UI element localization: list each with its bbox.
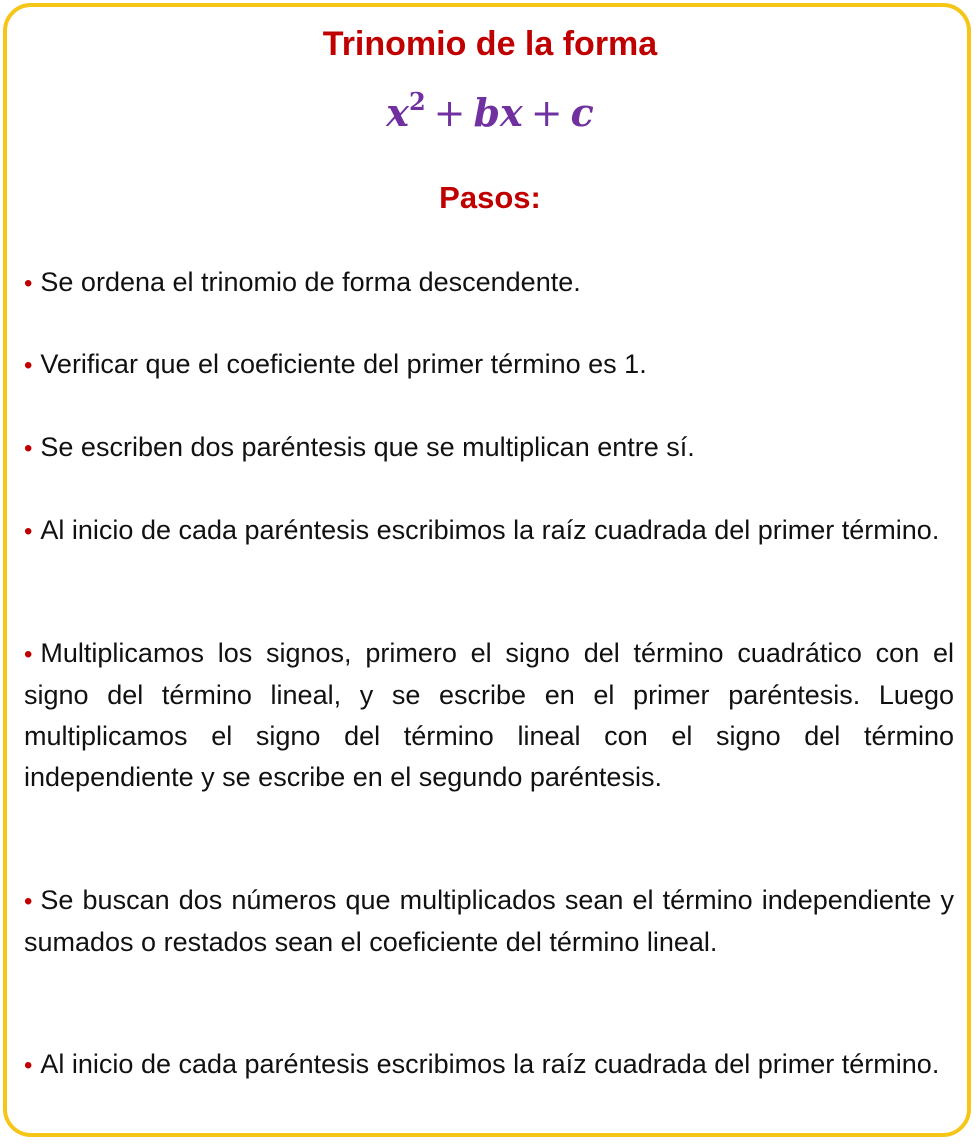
bullet-icon: • [24, 641, 33, 668]
formula-c: c [570, 90, 594, 135]
page-title: Trinomio de la forma [322, 25, 658, 63]
formula-plus: + [433, 91, 466, 135]
step-text: Verificar que el coeficiente del primer término es 1. [40, 349, 647, 379]
step-item [24, 1044, 954, 1086]
step-text: Multiplicamos los signos, primero el signo del término cuadrático con el signo del término lineal, y se escribe en el primer paréntesis. Luego multiplicamos el signo del término lineal con el signo del término independiente y se escribe en el segundo paréntesis. [24, 638, 954, 792]
step-item [24, 633, 954, 798]
step-item [24, 510, 954, 552]
steps-card [3, 3, 971, 1137]
formula-plus: + [530, 91, 563, 135]
bullet-icon: • [24, 888, 33, 915]
step-item [24, 344, 954, 386]
step-text: Al inicio de cada paréntesis escribimos la raíz cuadrada del primer término. [40, 1049, 940, 1079]
step-item [24, 427, 954, 469]
step-text: Se escriben dos paréntesis que se multiplican entre sí. [40, 432, 695, 462]
bullet-icon: • [24, 1052, 33, 1079]
bullet-icon: • [24, 435, 33, 462]
steps-heading: Pasos: [439, 180, 541, 215]
formula-exponent: 2 [408, 87, 426, 116]
bullet-icon: • [24, 270, 33, 297]
step-item [24, 880, 954, 963]
formula-x: x [386, 90, 409, 135]
formula-bx: bx [473, 90, 523, 135]
step-text: Se buscan dos números que multiplicados sean el término independiente y sumados o restados sean el coeficiente del término lineal. [24, 885, 954, 957]
bullet-icon: • [24, 518, 33, 545]
trinomial-formula [0, 76, 980, 139]
step-item [24, 262, 954, 304]
step-text: Al inicio de cada paréntesis escribimos la raíz cuadrada del primer término. [40, 515, 940, 545]
step-text: Se ordena el trinomio de forma descendente. [40, 267, 581, 297]
bullet-icon: • [24, 352, 33, 379]
